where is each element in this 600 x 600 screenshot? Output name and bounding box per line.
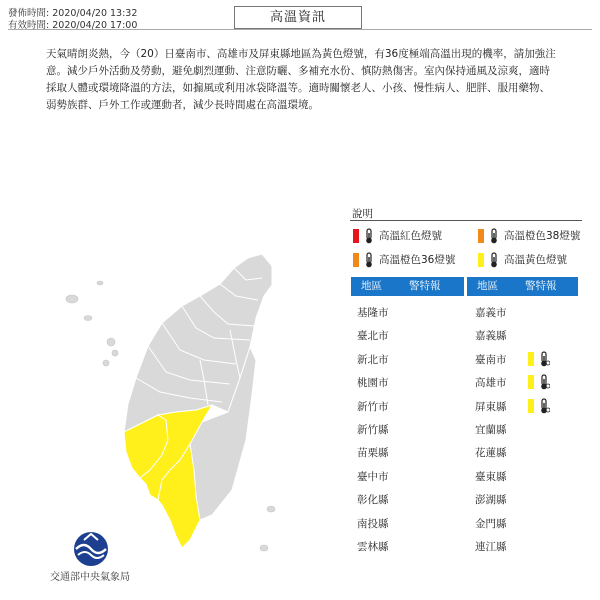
legend-title: 說明 (352, 208, 373, 220)
table-row-region: 新竹縣 (357, 424, 389, 436)
legend-label-orange38: 高溫橙色38燈號 (504, 230, 581, 242)
agency-logo-icon (74, 532, 108, 566)
table-row-region: 高雄市 (475, 377, 507, 390)
col-region-label: 地區 (361, 280, 382, 292)
legend-item-red (353, 228, 442, 244)
table-row-region: 臺東縣 (475, 470, 507, 483)
issued-label: 發佈時間: (8, 8, 50, 19)
island (103, 360, 109, 366)
red-swatch (353, 229, 359, 243)
table-row-region: 苗栗縣 (357, 447, 389, 460)
legend-item-orange38 (478, 228, 580, 244)
island (267, 506, 275, 512)
island (112, 350, 118, 356)
island (97, 281, 103, 285)
thermometer-icon (538, 398, 550, 414)
legend-label-red: 高溫紅色燈號 (379, 230, 442, 242)
thermometer-icon (538, 351, 550, 367)
table-row-region: 桃園市 (357, 377, 389, 390)
table-row-region: 臺中市 (357, 470, 389, 483)
issued-time: 2020/04/20 13:32 (52, 8, 138, 19)
thermometer-icon (488, 252, 500, 268)
table-row-region: 屏東縣 (475, 400, 507, 413)
table-header-right (467, 277, 578, 296)
orange-swatch (478, 229, 484, 243)
legend-label-yellow: 高溫黃色燈號 (504, 254, 567, 266)
island (66, 295, 78, 303)
table-header-left (351, 277, 464, 296)
island (260, 545, 268, 551)
valid-time: 2020/04/20 17:00 (52, 20, 138, 31)
thermometer-icon (488, 228, 500, 244)
page-title: 高溫資訊 (234, 6, 362, 29)
thermometer-icon (538, 374, 550, 390)
col-region-label: 地區 (477, 280, 498, 292)
table-row-region: 南投縣 (357, 517, 389, 530)
table-row-region: 基隆市 (357, 307, 389, 319)
thermometer-icon (363, 228, 375, 244)
alert-description: 天氣晴朗炎熱，今（20）日臺南市、高雄市及屏東縣地區為黃色燈號，有36度極端高溫出現的機率，請加強注意。減少戶外活動及勞動，避免劇烈運動、注意防曬、多補充水份、慎防熱傷害。室內保持通風及涼爽，適時採取人體或環境降溫的方法，如搧風或利用冰袋降溫等。適時關懷老人、小孩、慢性病人、肥胖、服用藥物、弱勢族群、戶外工作或運動者，減少長時間處在高溫環境。 (46, 48, 556, 111)
col-alert-label: 警特報 (525, 280, 557, 292)
table-row-region: 花蓮縣 (475, 447, 507, 460)
legend-item-yellow (478, 252, 567, 268)
yellow-swatch (478, 253, 484, 267)
table-row-region: 嘉義市 (475, 307, 507, 319)
yellow-alert-swatch (528, 399, 534, 413)
table-row-region: 澎湖縣 (475, 494, 507, 507)
legend-divider (350, 220, 582, 221)
yellow-alert-swatch (528, 352, 534, 366)
agency-name: 交通部中央氣象局 (50, 572, 130, 583)
table-row-region: 宜蘭縣 (475, 424, 507, 436)
col-alert-label: 警特報 (409, 280, 441, 292)
thermometer-icon (363, 252, 375, 268)
table-row-region: 新北市 (357, 353, 389, 366)
table-row-region: 臺北市 (357, 330, 389, 343)
table-row-region: 臺南市 (475, 353, 507, 366)
table-row-region: 連江縣 (475, 541, 507, 553)
island (107, 338, 115, 346)
valid-label: 有效時間: (8, 20, 50, 31)
table-row-region: 嘉義縣 (475, 330, 507, 343)
island (84, 316, 92, 321)
table-row-region: 新竹市 (357, 400, 389, 413)
table-row-region: 彰化縣 (357, 494, 389, 507)
legend-item-orange36 (353, 252, 455, 268)
orange-swatch (353, 253, 359, 267)
yellow-alert-swatch (528, 375, 534, 389)
legend-label-orange36: 高溫橙色36燈號 (379, 254, 456, 266)
table-row-region: 金門縣 (475, 517, 507, 530)
table-row-region: 雲林縣 (357, 541, 389, 553)
